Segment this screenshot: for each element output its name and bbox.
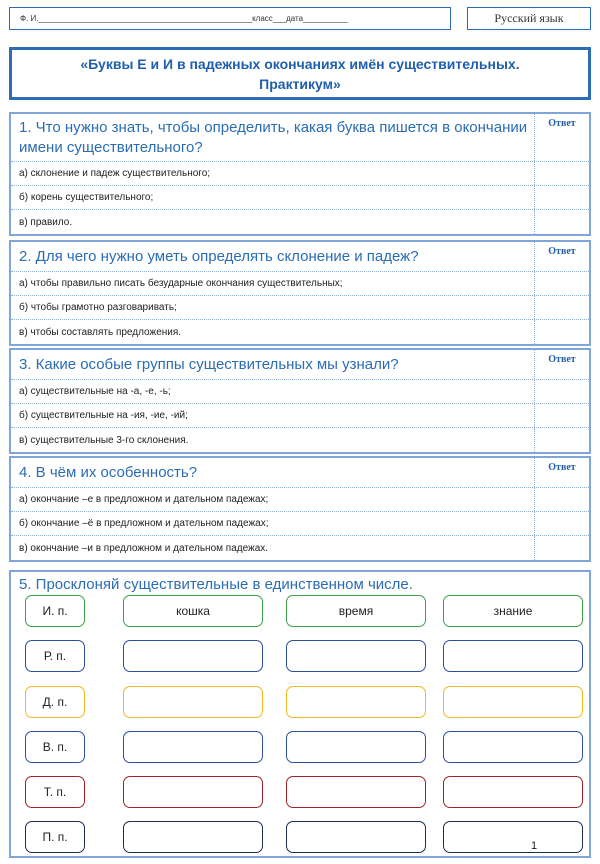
question-4-block (9, 456, 591, 562)
question-3-option-c: в) существительные 3-го склонения. (19, 434, 189, 446)
title-line-1: «Буквы Е и И в падежных окончаниях имён существительных. (80, 55, 520, 72)
answer-box-vremya-accusative[interactable] (286, 731, 426, 763)
case-label-nominative: И. п. (25, 595, 85, 627)
answer-box-vremya-genitive[interactable] (286, 640, 426, 672)
answer-box-znanie-prepositional[interactable] (443, 821, 583, 853)
title-line-2: Практикум» (259, 75, 341, 92)
answer-label: Ответ (548, 118, 576, 129)
case-label-instrumental: Т. п. (25, 776, 85, 808)
task-5-title: 5. Просклоняй существительные в единственном числе. (19, 576, 413, 593)
answer-cell[interactable] (534, 404, 589, 427)
question-2-option-b: б) чтобы грамотно разговаривать; (19, 302, 177, 313)
answer-cell[interactable] (534, 272, 589, 295)
answer-cell[interactable] (534, 488, 589, 511)
question-2-option-a: а) чтобы правильно писать безударные окончания существительных; (19, 278, 343, 289)
case-label-genitive: Р. п. (25, 640, 85, 672)
question-1-option-a: а) склонение и падеж существительного; (19, 168, 211, 179)
answer-box-vremya-prepositional[interactable] (286, 821, 426, 853)
question-3-block (9, 348, 591, 454)
answer-box-koshka-dative[interactable] (123, 686, 263, 718)
question-2-block (9, 240, 591, 346)
question-2-text: 2. Для чего нужно уметь определять склонение и падеж? (19, 247, 419, 265)
question-1-text: 1. Что нужно знать, чтобы определить, какая буква пишется в окончании имени существительного? (19, 118, 528, 156)
question-1-option-b: б) корень существительного; (19, 192, 154, 203)
question-2-option-c: в) чтобы составлять предложения. (19, 326, 182, 338)
question-3-option-a: а) существительные на -а, -е, -ь; (19, 386, 171, 397)
question-4-option-c: в) окончание –и в предложном и дательном падежах. (19, 542, 269, 554)
answer-box-znanie-accusative[interactable] (443, 731, 583, 763)
word-znanie: знание (443, 595, 583, 627)
student-info-line[interactable]: Ф. И.________________________________________________класс___дата__________ (9, 7, 451, 30)
answer-cell[interactable] (534, 536, 589, 560)
answer-cell[interactable] (534, 320, 589, 344)
answer-cell[interactable] (534, 186, 589, 209)
worksheet-title (9, 47, 591, 100)
answer-cell[interactable] (534, 428, 589, 452)
answer-box-znanie-genitive[interactable] (443, 640, 583, 672)
answer-box-koshka-instrumental[interactable] (123, 776, 263, 808)
question-4-option-b: б) окончание –ё в предложном и дательном падежах; (19, 518, 269, 529)
case-label-dative: Д. п. (25, 686, 85, 718)
answer-box-vremya-instrumental[interactable] (286, 776, 426, 808)
answer-label: Ответ (548, 462, 576, 473)
question-4-option-a: а) окончание –е в предложном и дательном падежах; (19, 494, 269, 505)
subject-label: Русский язык (467, 7, 591, 30)
word-koshka: кошка (123, 595, 263, 627)
answer-box-koshka-genitive[interactable] (123, 640, 263, 672)
answer-cell[interactable] (534, 210, 589, 234)
answer-label: Ответ (548, 354, 576, 365)
answer-box-znanie-dative[interactable] (443, 686, 583, 718)
answer-cell[interactable] (534, 512, 589, 535)
question-1-block (9, 112, 591, 236)
question-3-option-b: б) существительные на -ия, -ие, -ий; (19, 410, 188, 421)
answer-cell[interactable] (534, 162, 589, 185)
word-vremya: время (286, 595, 426, 627)
page-number: 1 (531, 840, 538, 852)
answer-cell[interactable] (534, 380, 589, 403)
question-3-text: 3. Какие особые группы существительных мы узнали? (19, 355, 399, 373)
question-4-text: 4. В чём их особенность? (19, 463, 198, 481)
answer-box-znanie-instrumental[interactable] (443, 776, 583, 808)
answer-box-vremya-dative[interactable] (286, 686, 426, 718)
answer-box-koshka-prepositional[interactable] (123, 821, 263, 853)
answer-box-koshka-accusative[interactable] (123, 731, 263, 763)
answer-label: Ответ (548, 246, 576, 257)
question-1-option-c: в) правило. (19, 216, 73, 228)
case-label-prepositional: П. п. (25, 821, 85, 853)
answer-cell[interactable] (534, 296, 589, 319)
case-label-accusative: В. п. (25, 731, 85, 763)
